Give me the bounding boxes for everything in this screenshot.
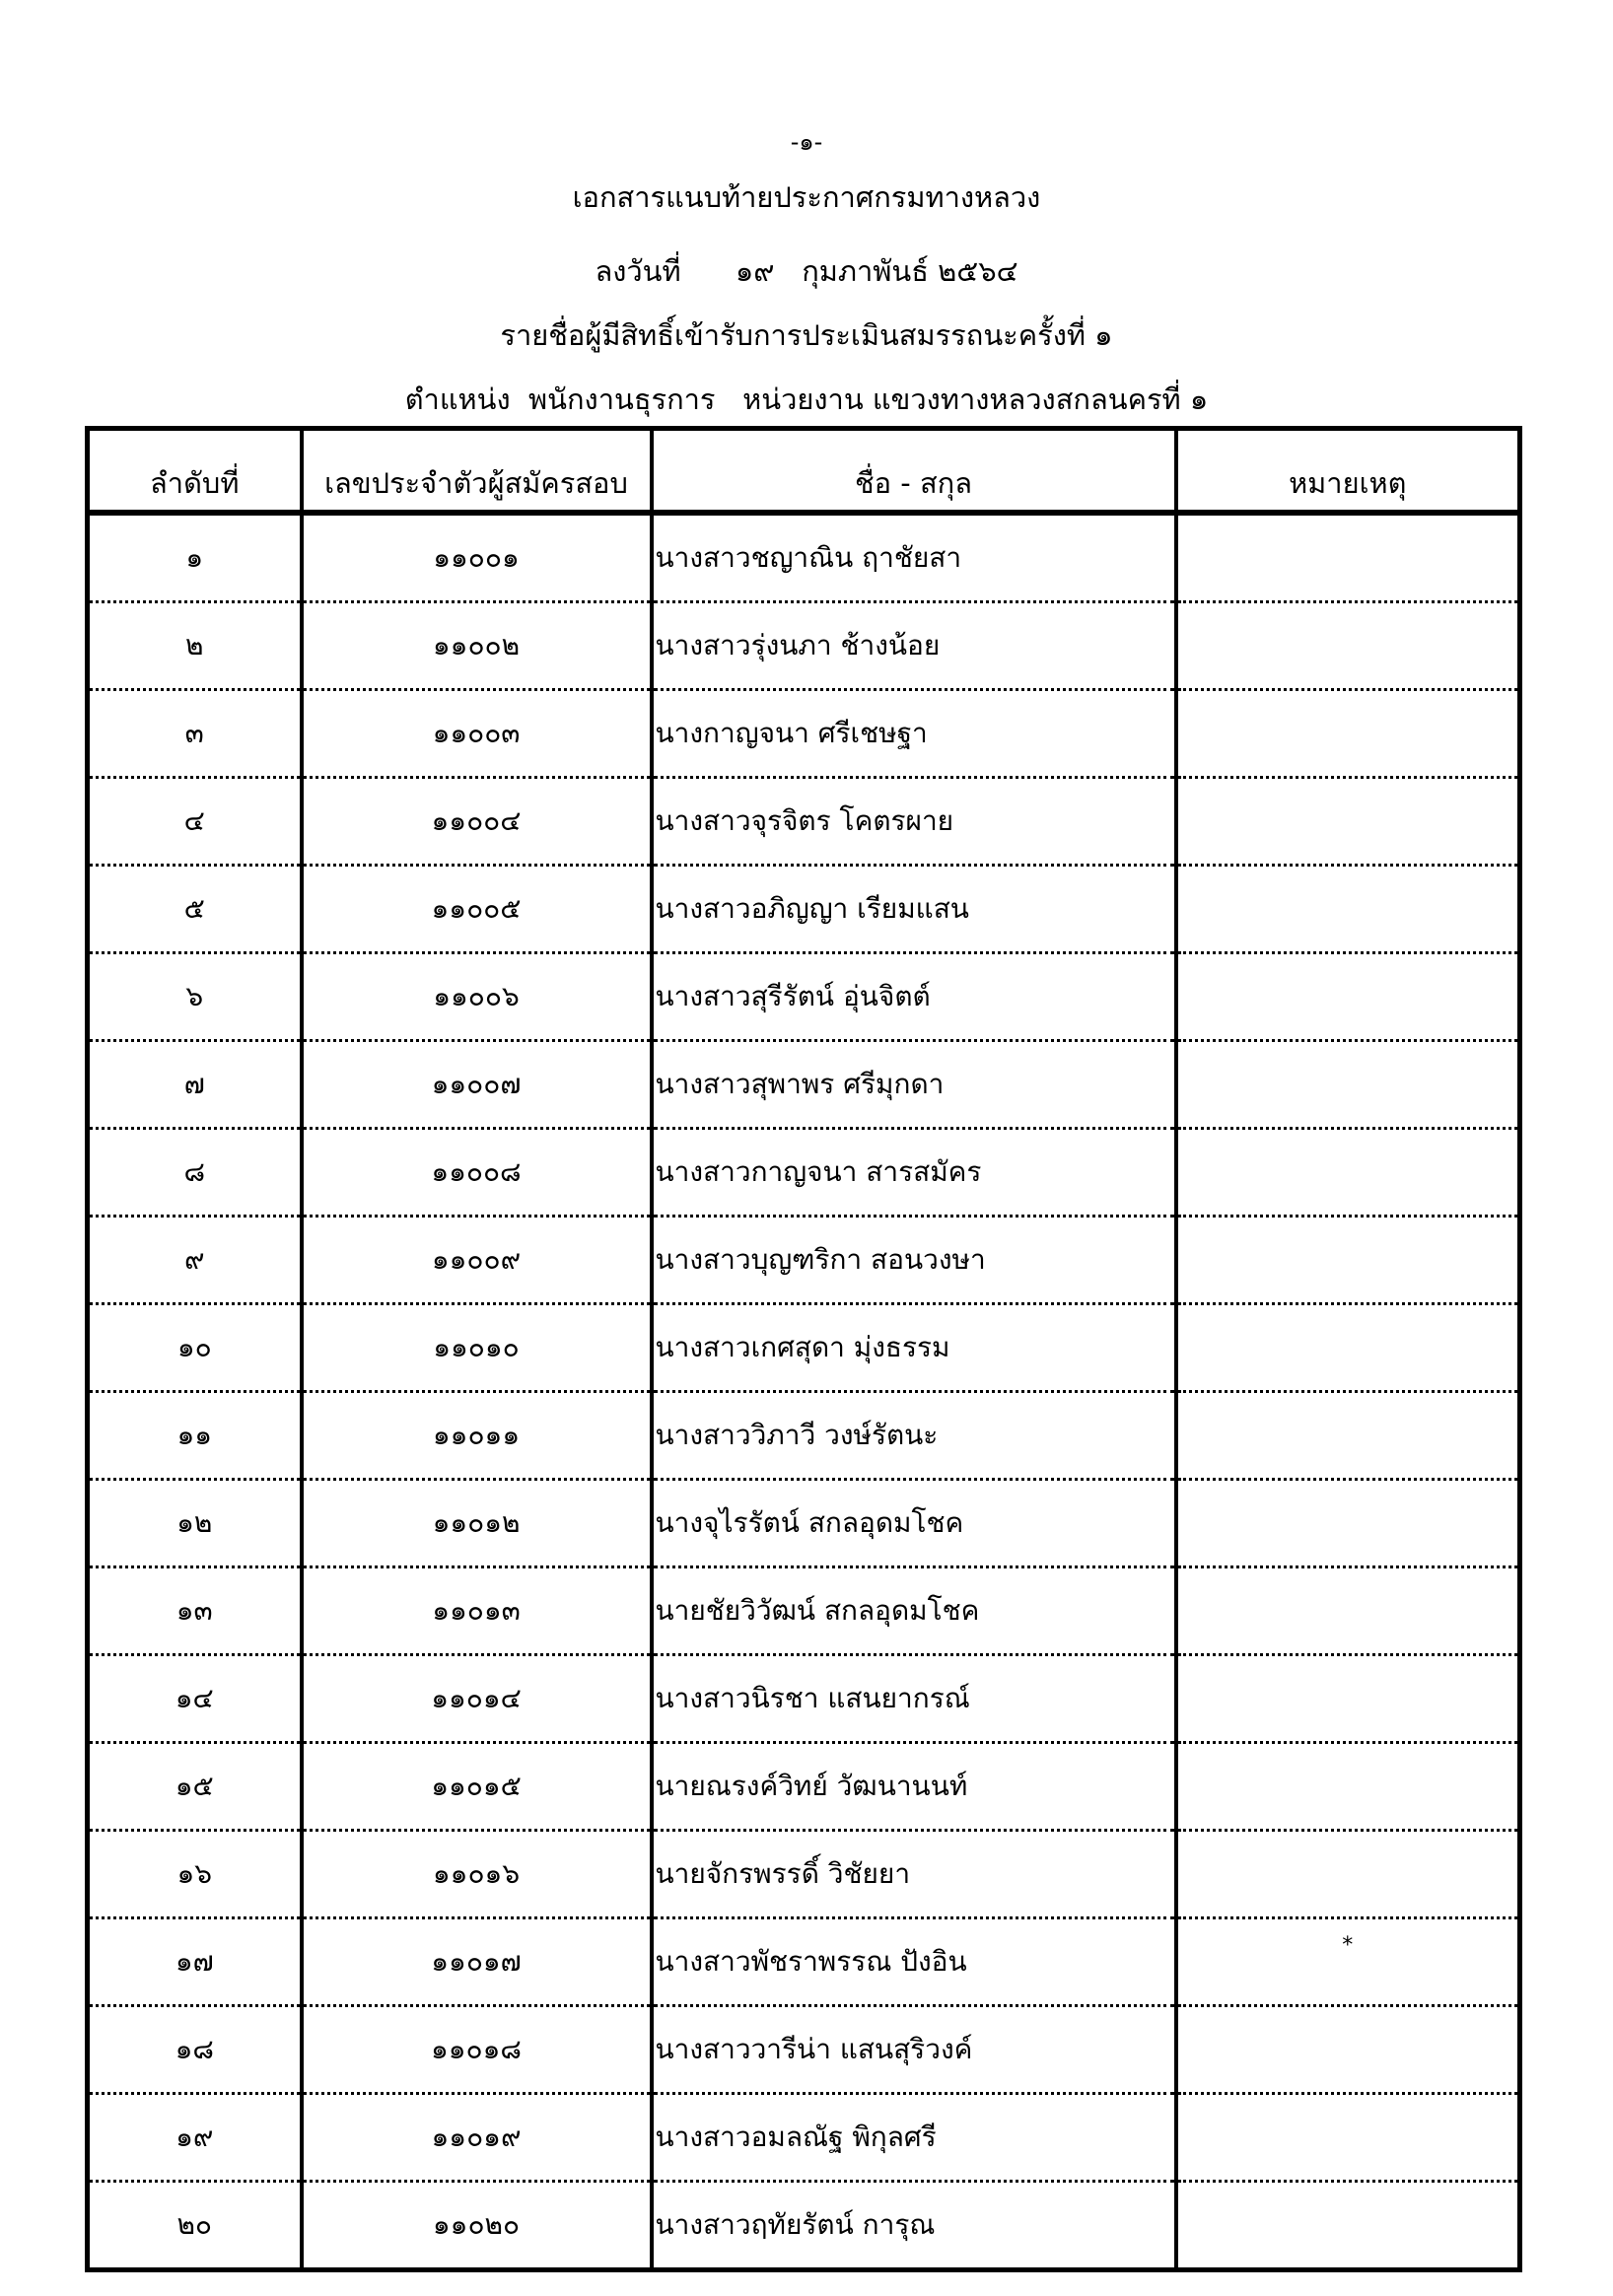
order-cell: ๒	[88, 602, 302, 690]
remark-cell	[1176, 1480, 1520, 1567]
order-cell: ๑๗	[88, 1918, 302, 2006]
full-name-cell: นางสาวสุพาพร ศรีมุกดา	[652, 1041, 1176, 1129]
page-number: -๑-	[790, 128, 823, 156]
remark-cell: *	[1176, 1918, 1520, 2006]
table-row	[88, 1655, 1520, 1743]
remark-cell	[1176, 1129, 1520, 1217]
order-cell: ๓	[88, 690, 302, 778]
table-row	[88, 1743, 1520, 1831]
applicant-id-cell: ๑๑๐๑๑	[302, 1392, 652, 1480]
column-header-applicant-id: เลขประจำตัวผู้สมัครสอบ	[302, 429, 652, 514]
table-row	[88, 778, 1520, 866]
order-cell: ๘	[88, 1129, 302, 1217]
table-row	[88, 1129, 1520, 1217]
applicant-id-cell: ๑๑๐๐๕	[302, 866, 652, 953]
order-cell: ๒๐	[88, 2182, 302, 2270]
applicant-id-cell: ๑๑๐๑๘	[302, 2006, 652, 2094]
table-header-row	[88, 429, 1520, 514]
order-cell: ๑๕	[88, 1743, 302, 1831]
remark-cell	[1176, 690, 1520, 778]
full-name-cell: นางสาวรุ่งนภา ช้างน้อย	[652, 602, 1176, 690]
remark-cell	[1176, 953, 1520, 1041]
applicant-id-cell: ๑๑๐๑๕	[302, 1743, 652, 1831]
full-name-cell: นายณรงค์วิทย์ วัฒนานนท์	[652, 1743, 1176, 1831]
applicant-id-cell: ๑๑๐๑๔	[302, 1655, 652, 1743]
full-name-cell: นางสาวฤทัยรัตน์ การุณ	[652, 2182, 1176, 2270]
applicant-id-cell: ๑๑๐๐๗	[302, 1041, 652, 1129]
applicant-id-cell: ๑๑๐๐๒	[302, 602, 652, 690]
candidate-table	[85, 426, 1522, 2272]
remark-cell	[1176, 1567, 1520, 1655]
order-cell: ๑๑	[88, 1392, 302, 1480]
remark-cell	[1176, 2094, 1520, 2182]
order-cell: ๑๔	[88, 1655, 302, 1743]
column-header-order: ลำดับที่	[88, 429, 302, 514]
remark-cell	[1176, 1743, 1520, 1831]
table-row	[88, 1567, 1520, 1655]
applicant-id-cell: ๑๑๐๑๓	[302, 1567, 652, 1655]
order-cell: ๗	[88, 1041, 302, 1129]
full-name-cell: นางกาญจนา ศรีเชษฐา	[652, 690, 1176, 778]
table-row	[88, 602, 1520, 690]
table-row	[88, 2006, 1520, 2094]
applicant-id-cell: ๑๑๐๑๗	[302, 1918, 652, 2006]
applicant-id-cell: ๑๑๐๐๘	[302, 1129, 652, 1217]
table-row	[88, 866, 1520, 953]
order-cell: ๑๖	[88, 1831, 302, 1918]
order-cell: ๔	[88, 778, 302, 866]
order-cell: ๑๘	[88, 2006, 302, 2094]
order-cell: ๑๙	[88, 2094, 302, 2182]
remark-cell	[1176, 1304, 1520, 1392]
order-cell: ๑๓	[88, 1567, 302, 1655]
table-row	[88, 513, 1520, 602]
full-name-cell: นายชัยวิวัฒน์ สกลอุดมโชค	[652, 1567, 1176, 1655]
table-row	[88, 1918, 1520, 2006]
order-cell: ๕	[88, 866, 302, 953]
applicant-id-cell: ๑๑๐๐๑	[302, 513, 652, 602]
table-row	[88, 1831, 1520, 1918]
position-unit-line: ตำแหน่ง พนักงานธุรการ หน่วยงาน แขวงทางหลวงสกลนครที่ ๑	[404, 383, 1209, 416]
applicant-id-cell: ๑๑๐๐๖	[302, 953, 652, 1041]
column-header-remark: หมายเหตุ	[1176, 429, 1520, 514]
applicant-id-cell: ๑๑๐๐๙	[302, 1217, 652, 1304]
order-cell: ๑	[88, 513, 302, 602]
full-name-cell: นางสาวจุรจิตร โคตรผาย	[652, 778, 1176, 866]
full-name-cell: นายจักรพรรดิ์ วิชัยยา	[652, 1831, 1176, 1918]
remark-cell	[1176, 866, 1520, 953]
table-row	[88, 2094, 1520, 2182]
full-name-cell: นางสาวนิรชา แสนยากรณ์	[652, 1655, 1176, 1743]
applicant-id-cell: ๑๑๐๐๓	[302, 690, 652, 778]
remark-cell	[1176, 2182, 1520, 2270]
remark-cell	[1176, 1655, 1520, 1743]
full-name-cell: นางสาวอมลณัฐ พิกุลศรี	[652, 2094, 1176, 2182]
table-row	[88, 690, 1520, 778]
full-name-cell: นางสาววารีน่า แสนสุริวงค์	[652, 2006, 1176, 2094]
table-row	[88, 1480, 1520, 1567]
order-cell: ๑๐	[88, 1304, 302, 1392]
full-name-cell: นางสาววิภาวี วงษ์รัตนะ	[652, 1392, 1176, 1480]
order-cell: ๖	[88, 953, 302, 1041]
full-name-cell: นางสาวบุญฑริกา สอนวงษา	[652, 1217, 1176, 1304]
full-name-cell: นางจุไรรัตน์ สกลอุดมโชค	[652, 1480, 1176, 1567]
full-name-cell: นางสาวกาญจนา สารสมัคร	[652, 1129, 1176, 1217]
order-cell: ๑๒	[88, 1480, 302, 1567]
full-name-cell: นางสาวชญาณิน ฤาชัยสา	[652, 513, 1176, 602]
applicant-id-cell: ๑๑๐๒๐	[302, 2182, 652, 2270]
full-name-cell: นางสาวพัชราพรรณ ปังอิน	[652, 1918, 1176, 2006]
document-title: เอกสารแนบท้ายประกาศกรมทางหลวง	[572, 180, 1041, 214]
applicant-id-cell: ๑๑๐๑๙	[302, 2094, 652, 2182]
remark-cell	[1176, 1392, 1520, 1480]
remark-cell	[1176, 602, 1520, 690]
remark-cell	[1176, 1041, 1520, 1129]
remark-cell	[1176, 1831, 1520, 1918]
column-header-full-name: ชื่อ - สกุล	[652, 429, 1176, 514]
table-row	[88, 953, 1520, 1041]
full-name-cell: นางสาวอภิญญา เรียมแสน	[652, 866, 1176, 953]
table-row	[88, 1304, 1520, 1392]
full-name-cell: นางสาวสุรีรัตน์ อุ่นจิตต์	[652, 953, 1176, 1041]
table-row	[88, 1217, 1520, 1304]
remark-cell	[1176, 2006, 1520, 2094]
document-subtitle: รายชื่อผู้มีสิทธิ์เข้ารับการประเมินสมรรถนะครั้งที่ ๑	[500, 318, 1113, 352]
applicant-id-cell: ๑๑๐๐๔	[302, 778, 652, 866]
remark-cell	[1176, 778, 1520, 866]
remark-cell	[1176, 513, 1520, 602]
applicant-id-cell: ๑๑๐๑๒	[302, 1480, 652, 1567]
applicant-id-cell: ๑๑๐๑๖	[302, 1831, 652, 1918]
table-row	[88, 2182, 1520, 2270]
remark-cell	[1176, 1217, 1520, 1304]
full-name-cell: นางสาวเกศสุดา มุ่งธรรม	[652, 1304, 1176, 1392]
table-row	[88, 1041, 1520, 1129]
applicant-id-cell: ๑๑๐๑๐	[302, 1304, 652, 1392]
table-row	[88, 1392, 1520, 1480]
document-date: ลงวันที่ ๑๙ กุมภาพันธ์ ๒๕๖๔	[595, 254, 1018, 288]
order-cell: ๙	[88, 1217, 302, 1304]
